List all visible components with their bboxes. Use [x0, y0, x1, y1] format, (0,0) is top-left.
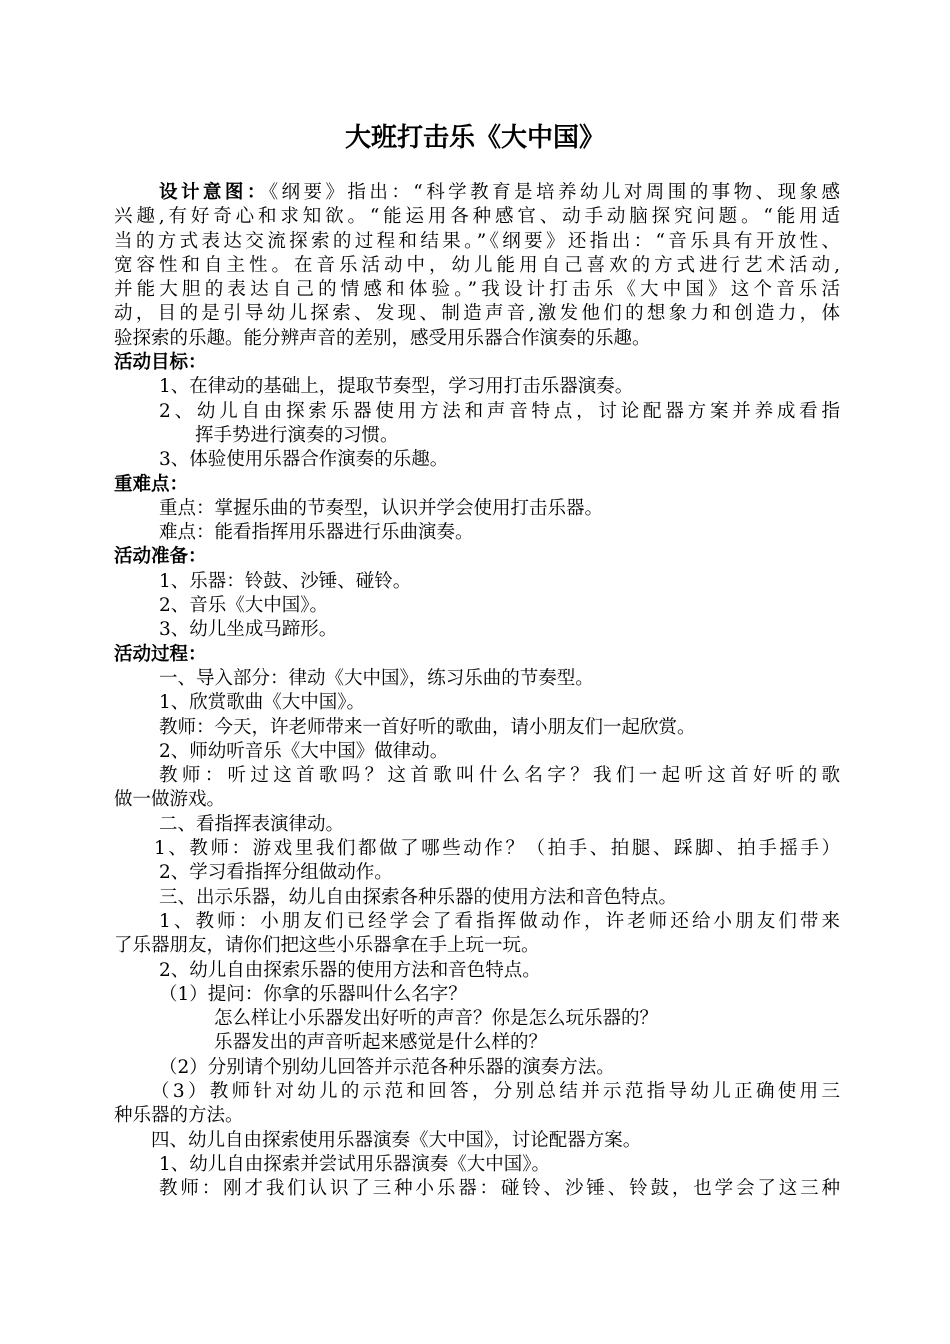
process-line: 1、幼儿自由探索并尝试用乐器演奏《大中国》。 [159, 1153, 551, 1175]
process-line: 2、幼儿自由探索乐器的使用方法和音色特点。 [159, 959, 541, 981]
goal-item: 1、在律动的基础上，提取节奏型，学习用打击乐器演奏。 [159, 376, 634, 398]
preparation-item: 3、幼儿坐成马蹄形。 [159, 619, 338, 641]
process-line: 1、教师：小朋友们已经学会了看指挥做动作，许老师还给小朋友们带来 [159, 910, 840, 932]
process-heading: 活动过程： [114, 643, 207, 665]
process-line: 教师：刚才我们认识了三种小乐器：碰铃、沙锤、铃鼓，也学会了这三种 [159, 1178, 840, 1200]
process-line: 乐器发出的声音听起来感觉是什么样的？ [214, 1032, 548, 1054]
process-line: （2）分别请个别幼儿回答并示范各种乐器的演奏方法。 [159, 1056, 615, 1078]
goals-heading: 活动目标： [114, 352, 207, 374]
preparation-item: 1、乐器：铃鼓、沙锤、碰铃。 [159, 570, 412, 592]
process-line: （3）教师针对幼儿的示范和回答，分别总结并示范指导幼儿正确使用三 [151, 1080, 840, 1102]
document-body [114, 181, 840, 1201]
process-line: 了乐器朋友，请你们把这些小乐器拿在手上玩一玩。 [114, 935, 540, 957]
process-line: 怎么样让小乐器发出好听的声音？你是怎么玩乐器的？ [214, 1008, 659, 1030]
process-line: 三、出示乐器，幼儿自由探索各种乐器的使用方法和音色特点。 [159, 886, 678, 908]
process-line: 教师：今天，许老师带来一首好听的歌曲，请小朋友们一起欣赏。 [159, 716, 696, 738]
key-point-item: 重点：掌握乐曲的节奏型，认识并学会使用打击乐器。 [159, 497, 604, 519]
intro-line: 动，目的是引导幼儿探索、发现、制造声音,激发他们的想象力和创造力，体 [114, 303, 840, 325]
key-point-item: 难点：能看指挥用乐器进行乐曲演奏。 [159, 522, 474, 544]
preparation-item: 2、音乐《大中国》。 [159, 595, 329, 617]
process-line: （1）提问：你拿的乐器叫什么名字？ [159, 983, 467, 1005]
preparation-heading: 活动准备： [114, 546, 207, 568]
intro-text: 《纲要》指出：“科学教育是培养幼儿对周围的事物、现象感 [268, 182, 840, 203]
process-line: 二、看指挥表演律动。 [159, 813, 345, 835]
process-line: 2、学习看指挥分组做动作。 [159, 862, 393, 884]
key-points-heading: 重难点： [114, 473, 189, 495]
process-line: 1、欣赏歌曲《大中国》。 [159, 692, 366, 714]
process-line: 一、导入部分：律动《大中国》，练习乐曲的节奏型。 [159, 667, 594, 689]
intro-line: 宽容性和自主性。在音乐活动中，幼儿能用自己喜欢的方式进行艺术活动, [114, 254, 840, 276]
intro-line: 验探索的乐趣。能分辨声音的差别，感受用乐器合作演奏的乐趣。 [114, 327, 651, 349]
process-line: 四、幼儿自由探索使用乐器演奏《大中国》，讨论配器方案。 [151, 1129, 642, 1151]
intro-line: 当的方式表达交流探索的过程和结果。”《纲要》还指出：“音乐具有开放性、 [114, 230, 840, 252]
intro-line: 兴趣,有好奇心和求知欲。“能运用各种感官、动手动脑探究问题。“能用适 [114, 206, 840, 228]
intro-line-1 [114, 181, 840, 205]
process-line: 1、教师：游戏里我们都做了哪些动作？（拍手、拍腿、踩脚、拍手摇手） [154, 838, 840, 860]
document-title: 大班打击乐《大中国》 [344, 123, 605, 153]
goal-item: 2、幼儿自由探索乐器使用方法和声音特点，讨论配器方案并养成看指 [159, 400, 840, 422]
intro-line: 并能大胆的表达自己的情感和体验。”我设计打击乐《大中国》这个音乐活 [114, 279, 840, 301]
process-line: 2、师幼听音乐《大中国》做律动。 [159, 740, 449, 762]
goal-item-continued: 挥手势进行演奏的习惯。 [195, 424, 399, 446]
intro-label: 设计意图： [159, 182, 269, 203]
process-line: 种乐器的方法。 [114, 1105, 244, 1127]
process-line: 做一做游戏。 [114, 789, 226, 811]
goal-item: 3、体验使用乐器合作演奏的乐趣。 [159, 449, 449, 471]
process-line: 教师：听过这首歌吗？这首歌叫什么名字？我们一起听这首好听的歌 [159, 765, 840, 787]
